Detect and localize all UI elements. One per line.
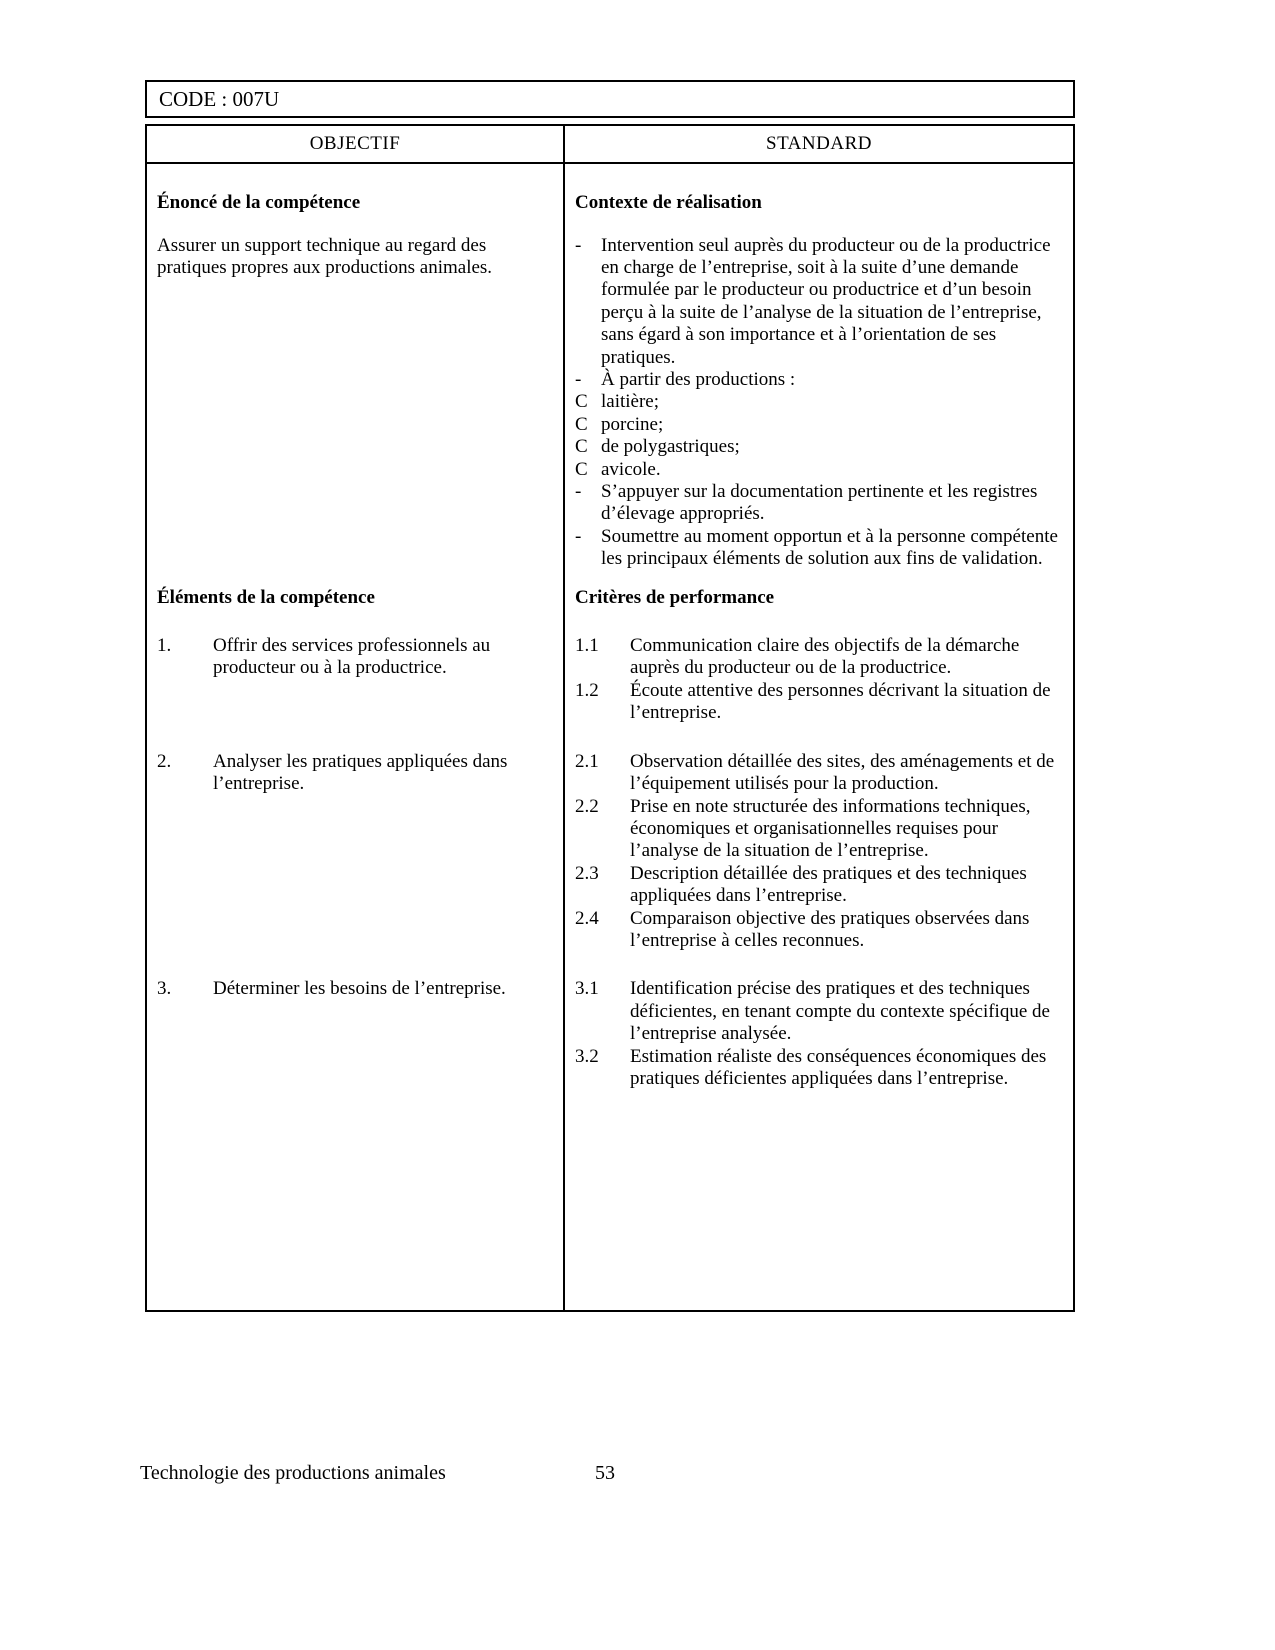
element-cell-1 xyxy=(147,609,565,725)
enonce-heading: Énoncé de la compétence xyxy=(157,192,361,214)
column-header-standard: STANDARD xyxy=(766,132,872,154)
contexte-item xyxy=(575,235,1060,369)
criterion-item xyxy=(575,680,1060,725)
criteres-heading-cell xyxy=(565,585,1073,609)
filler-cell-left xyxy=(147,1090,565,1309)
enonce-text: Assurer un support technique au regard des pratiques propres aux productions animales. xyxy=(157,234,493,278)
contexte-item xyxy=(575,369,1060,391)
list-marker: C xyxy=(575,391,588,413)
column-header-row xyxy=(147,126,1073,164)
criterion-item xyxy=(575,863,1060,908)
contexte-list-cell xyxy=(565,215,1073,585)
element-cell-3 xyxy=(147,952,565,1090)
criterion-text: Prise en note structurée des informations techniques, économiques et organisationnelles requises pour l’analyse de la situation de l’entreprise. xyxy=(630,795,1031,862)
elements-heading-cell xyxy=(147,585,565,609)
contexte-item-text: avicole. xyxy=(601,458,661,480)
list-marker: - xyxy=(575,481,582,503)
criterion-number: 1.1 xyxy=(575,635,599,657)
element-number: 1. xyxy=(157,635,172,657)
contexte-item-text: de polygastriques; xyxy=(601,436,740,458)
contexte-item xyxy=(575,481,1060,526)
criterion-number: 3.2 xyxy=(575,1045,599,1067)
criterion-number: 2.4 xyxy=(575,907,599,929)
list-marker: - xyxy=(575,369,582,391)
contexte-item xyxy=(575,526,1060,571)
list-marker: C xyxy=(575,413,588,435)
criterion-text: Comparaison objective des pratiques observées dans l’entreprise à celles reconnues. xyxy=(630,907,1030,951)
filler-cell-right xyxy=(565,1090,1073,1309)
elements-heading: Éléments de la compétence xyxy=(157,586,375,608)
list-marker: C xyxy=(575,458,588,480)
criterion-item xyxy=(575,908,1060,953)
criterion-number: 1.2 xyxy=(575,679,599,701)
element-number: 3. xyxy=(157,978,172,1000)
criterion-text: Description détaillée des pratiques et des techniques appliquées dans l’entreprise. xyxy=(630,862,1027,907)
criterion-text: Communication claire des objectifs de la démarche auprès du producteur ou de la productrice. xyxy=(630,635,1020,679)
element-text: Déterminer les besoins de l’entreprise. xyxy=(213,978,506,1000)
enonce-heading-cell xyxy=(147,164,565,214)
contexte-heading: Contexte de réalisation xyxy=(575,192,762,214)
contexte-item-text: Soumettre au moment opportun et à la personne compétente les principaux éléments de solution aux fins de validation. xyxy=(601,525,1058,570)
column-header-objectif: OBJECTIF xyxy=(147,126,565,162)
contexte-item xyxy=(575,436,1060,458)
element-item xyxy=(157,751,550,796)
criterion-text: Estimation réaliste des conséquences économiques des pratiques déficientes appliquées dans l’entreprise. xyxy=(630,1045,1047,1089)
criteres-heading: Critères de performance xyxy=(575,586,775,608)
element-item xyxy=(157,635,550,680)
criteria-cell-2 xyxy=(565,725,1073,953)
criteria-cell-3 xyxy=(565,952,1073,1090)
contexte-item-text: Intervention seul auprès du producteur ou de la productrice en charge de l’entreprise, soit à la suite d’une demande formulée par le producteur ou productrice et d’un besoin perçu à la suite de l’analyse de la situation de l’entreprise, sans égard à son importance et à l’orientation de ses pratiques. xyxy=(601,234,1051,368)
criterion-item xyxy=(575,978,1060,1045)
element-text: Analyser les pratiques appliquées dans l’entreprise. xyxy=(213,750,508,795)
contexte-item xyxy=(575,414,1060,436)
criterion-text: Écoute attentive des personnes décrivant la situation de l’entreprise. xyxy=(630,679,1051,724)
page-number: 53 xyxy=(595,1462,615,1484)
contexte-heading-cell xyxy=(565,164,1073,214)
criterion-text: Identification précise des pratiques et des techniques déficientes, en tenant compte du contexte spécifique de l’entreprise analysée. xyxy=(630,978,1050,1045)
enonce-text-cell xyxy=(147,215,565,585)
criterion-item xyxy=(575,635,1060,680)
element-cell-2 xyxy=(147,725,565,953)
contexte-item-text: laitière; xyxy=(601,391,660,413)
element-item xyxy=(157,978,550,1000)
criterion-number: 3.1 xyxy=(575,978,599,1000)
page-footer xyxy=(140,1462,1070,1486)
list-marker: C xyxy=(575,436,588,458)
competency-table xyxy=(145,124,1075,1312)
document-page xyxy=(145,80,1075,1312)
code-label: CODE : 007U xyxy=(159,87,280,111)
contexte-item xyxy=(575,459,1060,481)
criterion-number: 2.1 xyxy=(575,750,599,772)
footer-text: Technologie des productions animales xyxy=(140,1462,446,1484)
table-body xyxy=(147,164,1073,1310)
contexte-item-text: porcine; xyxy=(601,413,664,435)
code-header-box xyxy=(145,80,1075,118)
element-text: Offrir des services professionnels au producteur ou à la productrice. xyxy=(213,635,491,679)
criterion-item xyxy=(575,751,1060,796)
criterion-number: 2.3 xyxy=(575,862,599,884)
contexte-item-text: S’appuyer sur la documentation pertinente et les registres d’élevage appropriés. xyxy=(601,481,1038,525)
contexte-item xyxy=(575,391,1060,413)
list-marker: - xyxy=(575,525,582,547)
contexte-item-text: À partir des productions : xyxy=(601,369,796,391)
element-number: 2. xyxy=(157,750,172,772)
criterion-item xyxy=(575,1046,1060,1091)
criteria-cell-1 xyxy=(565,609,1073,725)
criterion-text: Observation détaillée des sites, des aménagements et de l’équipement utilisés pour la production. xyxy=(630,750,1055,795)
criterion-number: 2.2 xyxy=(575,795,599,817)
criterion-item xyxy=(575,796,1060,863)
list-marker: - xyxy=(575,234,582,256)
